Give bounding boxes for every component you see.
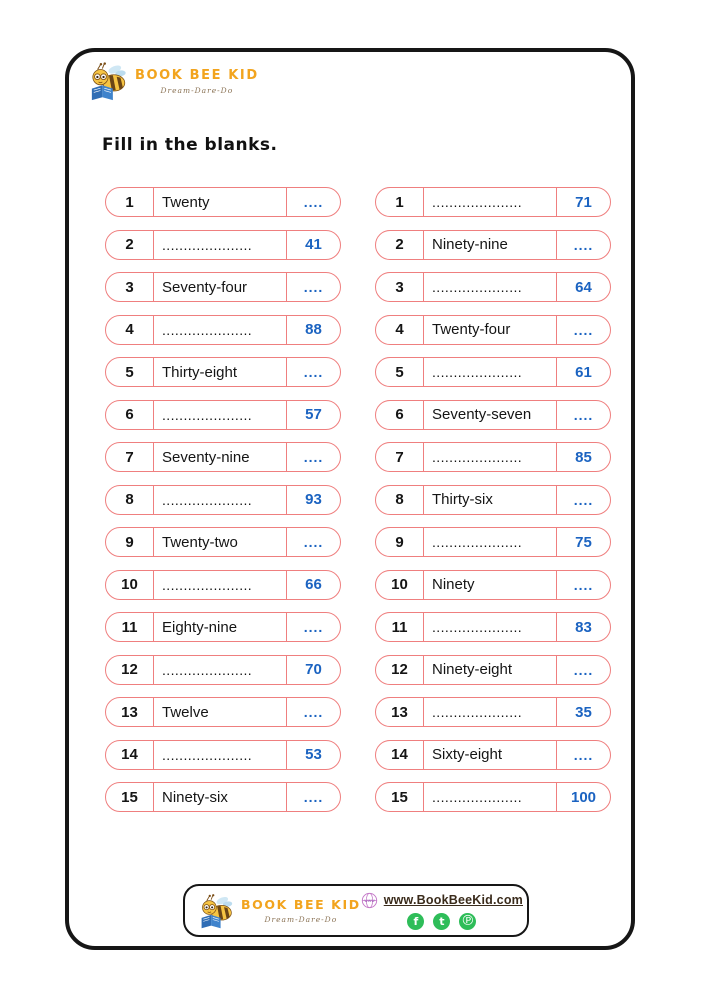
number-word: Seventy-four	[153, 273, 286, 301]
row-number: 13	[391, 703, 408, 721]
worksheet-row	[105, 400, 341, 430]
worksheet-row	[375, 697, 611, 727]
answer-number: 57	[286, 401, 340, 429]
worksheet-row	[375, 485, 611, 515]
globe-icon	[361, 892, 378, 909]
worksheet-row	[105, 230, 341, 260]
row-number: 12	[391, 661, 408, 678]
answer-number: 66	[286, 571, 340, 599]
answer-blank: ....	[556, 656, 610, 684]
row-number: 5	[395, 363, 404, 381]
worksheet-row	[375, 527, 611, 557]
footer-links	[361, 892, 523, 930]
row-number: 12	[121, 661, 138, 678]
word-blank: .....................	[153, 741, 286, 769]
answer-blank: ....	[556, 316, 610, 344]
header-brand-text	[135, 68, 259, 95]
row-number: 10	[391, 576, 408, 593]
worksheet-row	[105, 697, 341, 727]
word-blank: .....................	[153, 656, 286, 684]
answer-blank: ....	[286, 528, 340, 556]
row-number: 8	[395, 491, 404, 508]
row-number: 6	[125, 406, 134, 423]
website-link[interactable]: www.BookBeeKid.com	[383, 893, 523, 907]
social-icons	[403, 913, 481, 930]
row-number: 4	[125, 321, 134, 338]
answer-blank: ....	[286, 783, 340, 811]
bee-logo-icon	[89, 60, 131, 102]
row-number: 3	[395, 278, 404, 296]
page-border-frame	[65, 48, 635, 950]
answer-number: 75	[556, 528, 610, 556]
row-number: 6	[395, 406, 404, 423]
answer-number: 64	[556, 273, 610, 301]
worksheet-row	[375, 442, 611, 472]
row-number: 9	[395, 533, 404, 551]
word-blank: .....................	[423, 358, 556, 386]
footer-brand-text	[241, 897, 361, 924]
worksheet-column-left	[105, 187, 341, 825]
word-blank: .....................	[423, 528, 556, 556]
row-number: 10	[121, 576, 138, 593]
number-word: Twenty-two	[153, 528, 286, 556]
number-word: Seventy-nine	[153, 443, 286, 471]
footer-brand-name: BOOK BEE KID	[241, 897, 361, 912]
row-number: 4	[395, 321, 404, 338]
number-word: Sixty-eight	[423, 741, 556, 769]
row-number: 8	[125, 491, 134, 508]
worksheet-row	[105, 187, 341, 217]
bee-logo-icon	[199, 892, 237, 930]
word-blank: .....................	[153, 401, 286, 429]
worksheet-row	[375, 357, 611, 387]
number-word: Thirty-eight	[153, 358, 286, 386]
worksheet-row	[375, 187, 611, 217]
worksheet-row	[105, 570, 341, 600]
number-word: Ninety	[423, 571, 556, 599]
row-number: 14	[121, 746, 138, 763]
answer-number: 35	[556, 698, 610, 726]
word-blank: .....................	[423, 783, 556, 811]
word-blank: .....................	[153, 571, 286, 599]
row-number: 9	[125, 533, 134, 551]
worksheet-row	[105, 655, 341, 685]
header-brand	[89, 60, 259, 102]
answer-number: 93	[286, 486, 340, 514]
footer-brand	[199, 892, 361, 930]
worksheet-row	[105, 612, 341, 642]
footer-brand-tagline: Dream-Dare-Do	[264, 915, 338, 924]
worksheet-row	[105, 527, 341, 557]
number-word: Thirty-six	[423, 486, 556, 514]
answer-blank: ....	[556, 401, 610, 429]
worksheet-row	[375, 782, 611, 812]
worksheet-row	[105, 485, 341, 515]
number-word: Ninety-six	[153, 783, 286, 811]
worksheet-column-right	[375, 187, 611, 825]
row-number: 2	[125, 236, 134, 253]
facebook-icon[interactable]: f	[407, 913, 424, 930]
row-number: 5	[125, 363, 134, 381]
number-word: Twenty-four	[423, 316, 556, 344]
word-blank: .....................	[423, 188, 556, 216]
number-word: Twelve	[153, 698, 286, 726]
worksheet-row	[375, 400, 611, 430]
number-word: Seventy-seven	[423, 401, 556, 429]
row-number: 2	[395, 236, 404, 253]
word-blank: .....................	[423, 698, 556, 726]
answer-blank: ....	[556, 741, 610, 769]
worksheet-row	[105, 782, 341, 812]
worksheet-row	[105, 357, 341, 387]
worksheet-row	[375, 315, 611, 345]
answer-number: 53	[286, 741, 340, 769]
row-number: 11	[121, 618, 138, 636]
row-number: 3	[125, 278, 134, 296]
row-number: 11	[391, 618, 408, 636]
answer-number: 83	[556, 613, 610, 641]
word-blank: .....................	[153, 486, 286, 514]
row-number: 7	[125, 448, 134, 466]
worksheet-row	[105, 272, 341, 302]
answer-blank: ....	[556, 571, 610, 599]
answer-blank: ....	[286, 273, 340, 301]
number-word: Ninety-eight	[423, 656, 556, 684]
row-number: 14	[391, 746, 408, 763]
answer-blank: ....	[556, 486, 610, 514]
answer-number: 85	[556, 443, 610, 471]
answer-blank: ....	[286, 613, 340, 641]
answer-number: 100	[556, 783, 610, 811]
row-number: 7	[395, 448, 404, 466]
pinterest-icon[interactable]: ℗	[460, 913, 475, 929]
worksheet-row	[375, 612, 611, 642]
worksheet-row	[375, 570, 611, 600]
worksheet-row	[375, 740, 611, 770]
worksheet-row	[375, 230, 611, 260]
row-number: 13	[121, 703, 138, 721]
number-word: Twenty	[153, 188, 286, 216]
page-title: Fill in the blanks.	[102, 135, 278, 155]
answer-blank: ....	[556, 231, 610, 259]
header-brand-tagline: Dream-Dare-Do	[160, 86, 234, 95]
answer-number: 70	[286, 656, 340, 684]
answer-number: 61	[556, 358, 610, 386]
answer-number: 71	[556, 188, 610, 216]
word-blank: .....................	[153, 316, 286, 344]
answer-blank: ....	[286, 188, 340, 216]
worksheet-row	[375, 272, 611, 302]
answer-number: 88	[286, 316, 340, 344]
worksheet-row	[105, 740, 341, 770]
header-brand-name: BOOK BEE KID	[135, 68, 259, 83]
answer-number: 41	[286, 231, 340, 259]
row-number: 15	[121, 788, 138, 806]
answer-blank: ....	[286, 443, 340, 471]
word-blank: .....................	[423, 443, 556, 471]
row-number: 15	[391, 788, 408, 806]
worksheet-row	[105, 442, 341, 472]
word-blank: .....................	[423, 273, 556, 301]
row-number: 1	[395, 193, 404, 211]
footer-banner	[183, 884, 529, 937]
word-blank: .....................	[153, 231, 286, 259]
number-word: Eighty-nine	[153, 613, 286, 641]
worksheet-row	[105, 315, 341, 345]
svg-text:www: www	[363, 898, 375, 904]
twitter-icon[interactable]: t	[433, 913, 450, 930]
answer-blank: ....	[286, 358, 340, 386]
row-number: 1	[125, 193, 134, 211]
number-word: Ninety-nine	[423, 231, 556, 259]
word-blank: .....................	[423, 613, 556, 641]
worksheet-row	[375, 655, 611, 685]
answer-blank: ....	[286, 698, 340, 726]
